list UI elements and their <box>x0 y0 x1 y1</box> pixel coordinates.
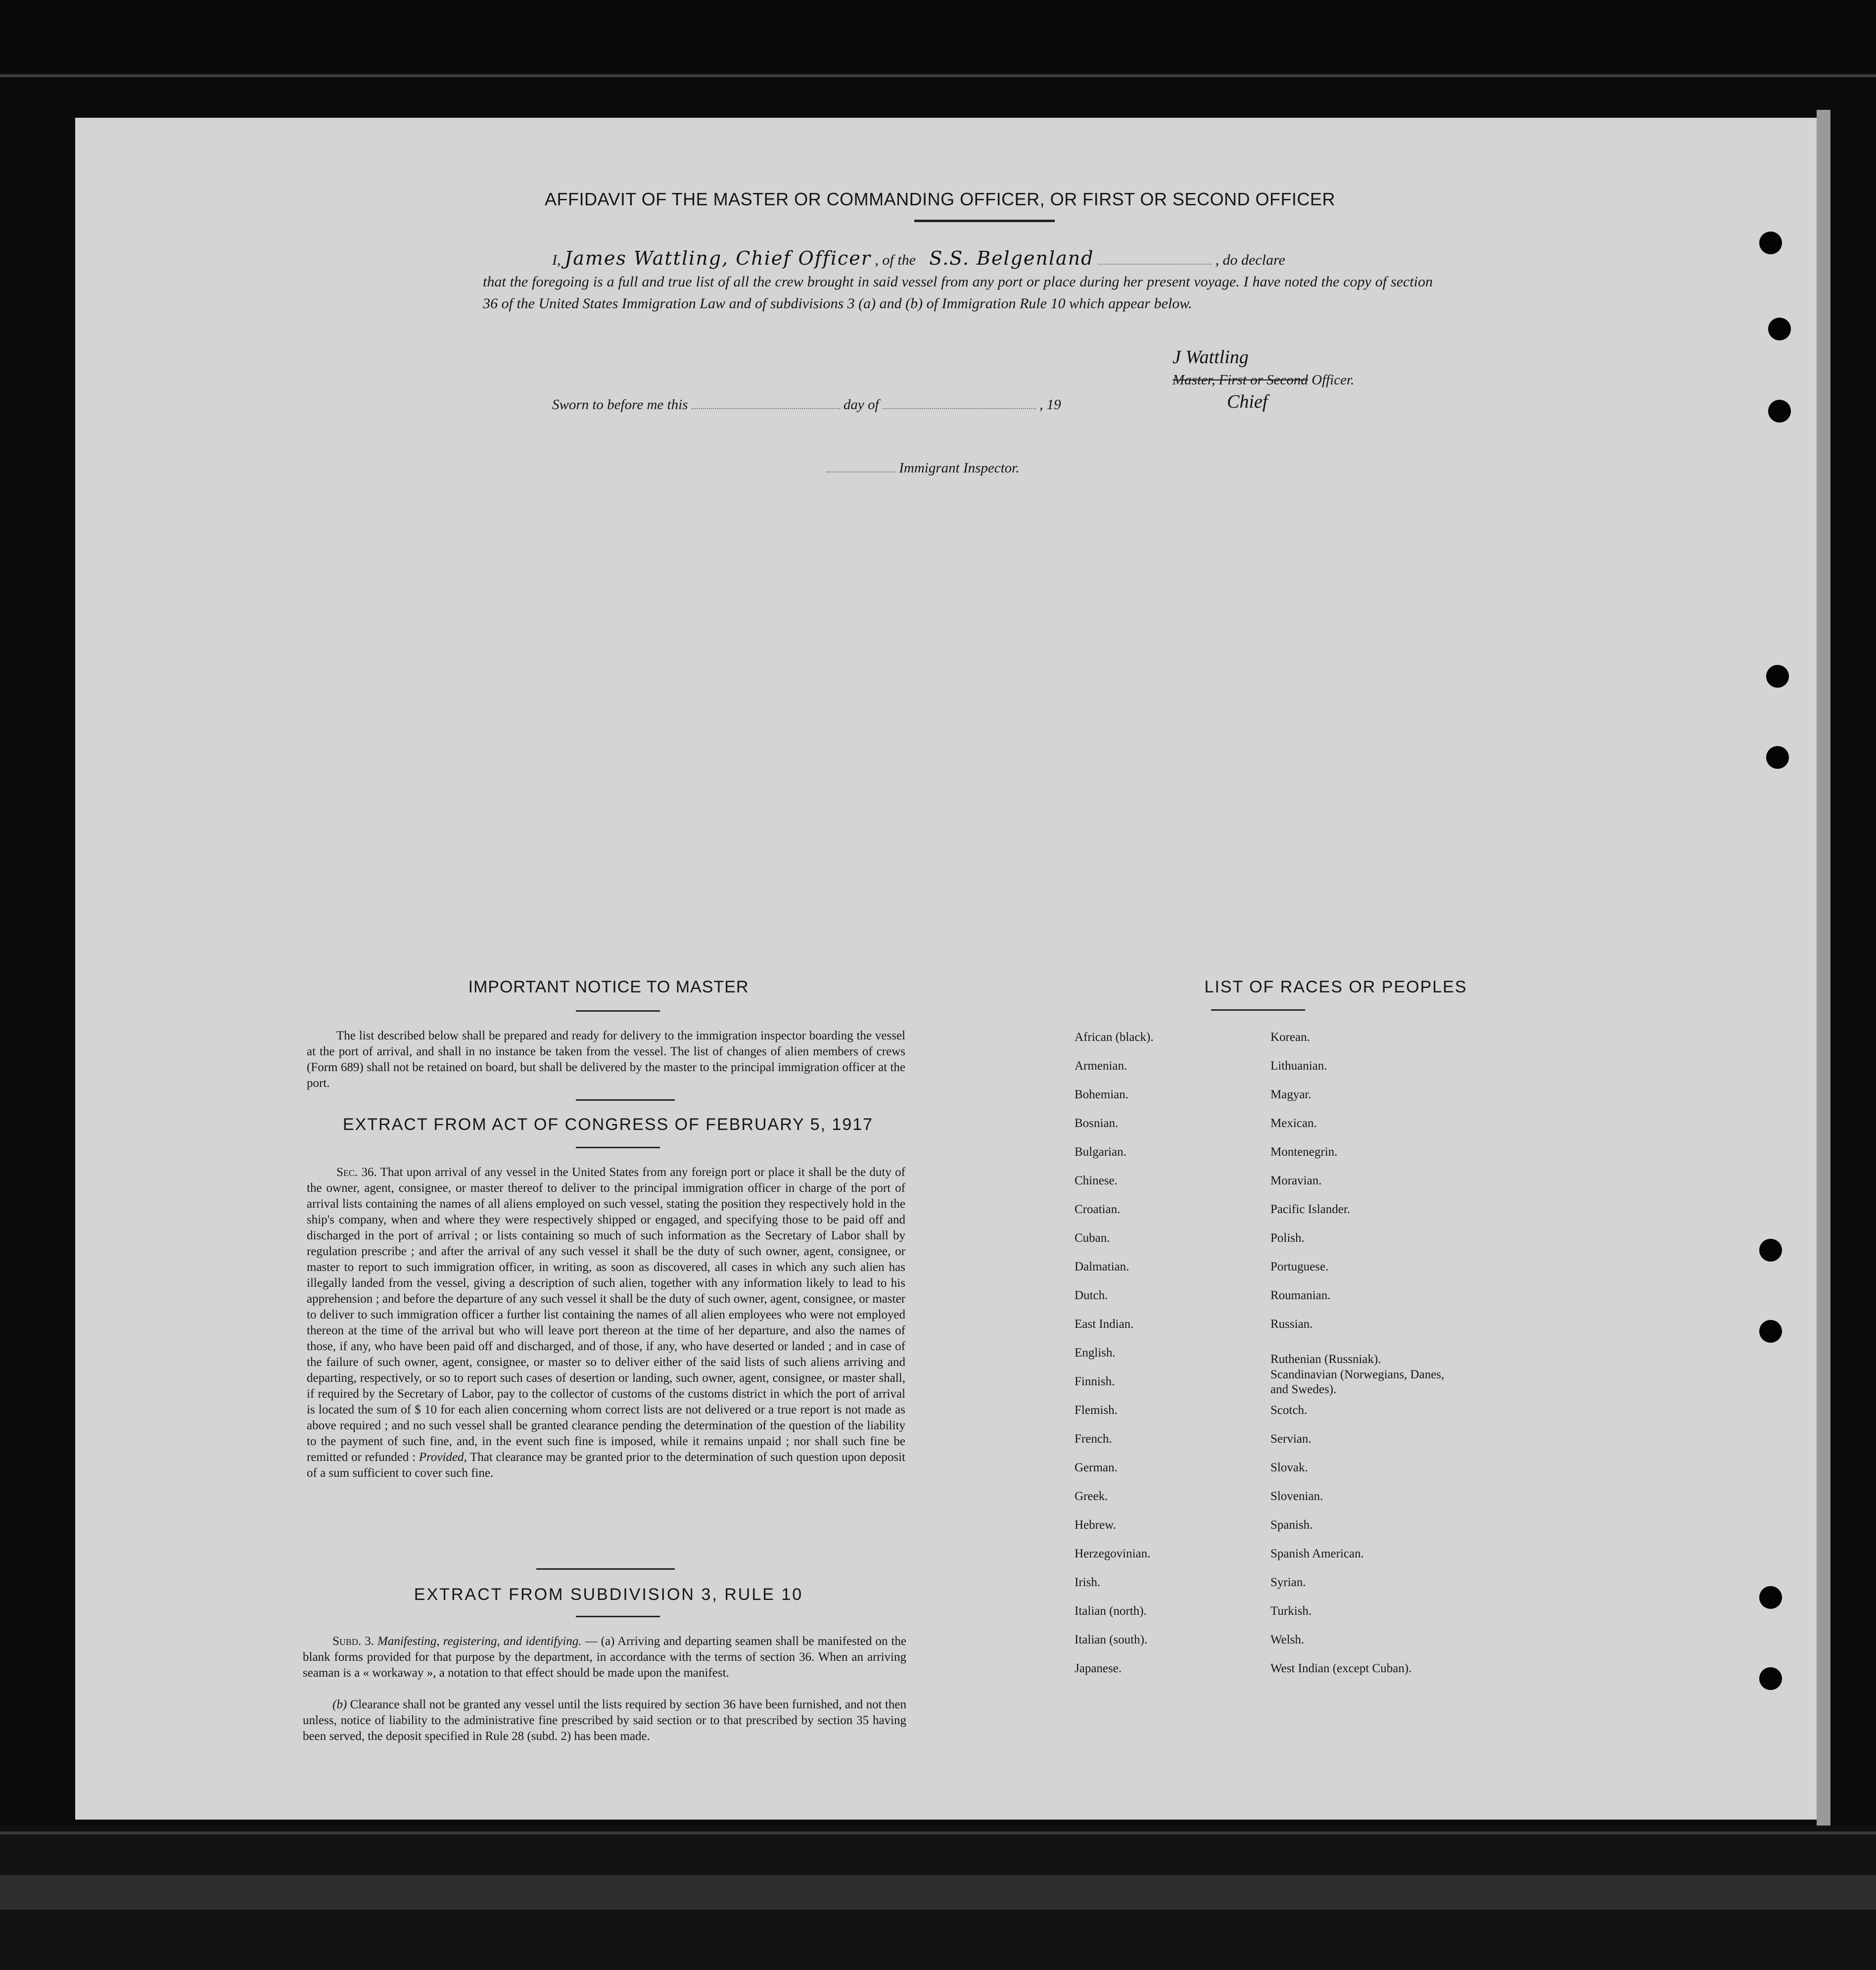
race-item: Bosnian. <box>1075 1117 1119 1130</box>
race-item: Welsh. <box>1270 1633 1305 1646</box>
sworn-prefix: Sworn to before me this <box>552 397 688 413</box>
subd-label: Subd. 3. <box>332 1635 374 1648</box>
subd-b-label: (b) <box>332 1698 347 1711</box>
race-item: French. <box>1075 1432 1112 1446</box>
act-title: EXTRACT FROM ACT OF CONGRESS OF FEBRUARY 5, 1917 <box>342 1115 874 1134</box>
race-item: Ruthenian (Russniak). <box>1270 1353 1381 1366</box>
year-label: , 19 <box>1039 397 1061 413</box>
section-rule <box>576 1616 660 1617</box>
race-item: Spanish American. <box>1270 1547 1364 1560</box>
race-item: English. <box>1075 1346 1116 1360</box>
affidavit-title: AFFIDAVIT OF THE MASTER OR COMMANDING OFFICER, OR FIRST OR SECOND OFFICER <box>545 189 1335 209</box>
race-item: Magyar. <box>1270 1088 1312 1101</box>
race-item: West Indian (except Cuban). <box>1270 1662 1412 1675</box>
race-item: Chinese. <box>1075 1174 1118 1187</box>
of-the-label: , of the <box>875 252 916 268</box>
notice-text: The list described below shall be prepared and ready for delivery to the immigration inspector boarding the vessel at the port of arrival, and shall in no instance be taken from the vessel. The list of changes of alien members of crews (Form 689) shall not be retained on board, but shall be delivered by the master to the principal immigration officer at the port. <box>307 1029 905 1090</box>
race-item: Polish. <box>1270 1231 1305 1245</box>
inspector-line <box>826 460 1020 476</box>
punch-hole <box>1759 1239 1782 1262</box>
day-of-label: day of <box>843 397 879 413</box>
race-item: Herzegovinian. <box>1075 1547 1151 1560</box>
race-item: Bulgarian. <box>1075 1145 1126 1159</box>
film-line <box>0 74 1876 77</box>
races-title: LIST OF RACES OR PEOPLES <box>1204 978 1467 996</box>
do-declare-label: , do declare <box>1215 252 1285 268</box>
sworn-line <box>552 397 1061 413</box>
affidavit-body: that the foregoing is a full and true list of all the crew brought in said vessel from any port or place during her present voyage. I have noted the copy of section 36 of the United States Immigration Law and of subdivisions 3 (a) and (b) of Immigration Rule 10 which appear below. <box>483 274 1433 312</box>
affidavit-text <box>483 247 1433 315</box>
race-item: Roumanian. <box>1270 1289 1331 1302</box>
act-text <box>307 1165 905 1481</box>
film-band <box>0 1875 1876 1910</box>
races-column-2 <box>1270 1023 1458 1683</box>
race-item: German. <box>1075 1461 1118 1474</box>
officer-line <box>1172 372 1354 388</box>
provided-label: Provided, <box>419 1451 467 1464</box>
races-column-1 <box>1075 1023 1253 1683</box>
officer-struck: Master, First or Second <box>1172 372 1308 388</box>
rule-text-a <box>303 1634 906 1681</box>
race-item: Croatian. <box>1075 1203 1121 1216</box>
race-item: Dutch. <box>1075 1289 1108 1302</box>
race-item: Scandinavian (Norwegians, Danes, and Swedes). <box>1270 1368 1445 1396</box>
race-item: Turkish. <box>1270 1604 1312 1618</box>
officer-suffix: Officer. <box>1312 372 1355 388</box>
race-item: Dalmatian. <box>1075 1260 1129 1273</box>
race-item: Montenegrin. <box>1270 1145 1338 1159</box>
race-item: Russian. <box>1270 1317 1313 1331</box>
section-rule <box>1211 1009 1305 1011</box>
race-item: Flemish. <box>1075 1404 1118 1417</box>
race-item: Bohemian. <box>1075 1088 1129 1101</box>
punch-hole <box>1759 1586 1782 1609</box>
fill-line <box>883 408 1036 409</box>
race-item: Greek. <box>1075 1490 1108 1503</box>
subd-heading: Manifesting, registering, and identifying. <box>377 1635 582 1648</box>
fill-line <box>826 471 895 472</box>
rule-title: EXTRACT FROM SUBDIVISION 3, RULE 10 <box>414 1585 803 1604</box>
race-item: African (black). <box>1075 1031 1154 1044</box>
punch-hole <box>1768 400 1791 422</box>
punch-hole <box>1759 1667 1782 1690</box>
race-item: Pacific Islander. <box>1270 1203 1351 1216</box>
document-sheet <box>75 118 1817 1820</box>
race-item: Syrian. <box>1270 1576 1306 1589</box>
handwritten-name: James Wattling, Chief Officer <box>564 247 871 269</box>
punch-hole <box>1766 665 1789 688</box>
race-item: Spanish. <box>1270 1518 1313 1532</box>
race-item: Slovenian. <box>1270 1490 1323 1503</box>
race-item: Slovak. <box>1270 1461 1308 1474</box>
notice-title: IMPORTANT NOTICE TO MASTER <box>468 978 749 996</box>
film-line <box>0 1831 1876 1834</box>
race-item: Servian. <box>1270 1432 1312 1446</box>
race-item: Armenian. <box>1075 1059 1127 1073</box>
punch-hole <box>1759 1320 1782 1343</box>
section-rule <box>576 1099 675 1101</box>
rule-text-b <box>303 1697 906 1744</box>
race-item: Japanese. <box>1075 1662 1122 1675</box>
race-item: Hebrew. <box>1075 1518 1116 1532</box>
inspector-label: Immigrant Inspector. <box>899 460 1020 476</box>
punch-hole <box>1768 318 1791 340</box>
section-rule <box>536 1568 675 1570</box>
sec-label: Sec. 36. <box>336 1166 377 1179</box>
race-item: Italian (north). <box>1075 1604 1147 1618</box>
race-item: Irish. <box>1075 1576 1101 1589</box>
race-item: Italian (south). <box>1075 1633 1148 1646</box>
act-body-end: That clearance may be granted prior to the determination of such question upon deposit of a sum sufficient to cover such fine. <box>307 1451 905 1480</box>
race-item: Moravian. <box>1270 1174 1322 1187</box>
race-item: Finnish. <box>1075 1375 1115 1388</box>
race-item: Portuguese. <box>1270 1260 1329 1273</box>
race-item: Scotch. <box>1270 1404 1308 1417</box>
race-item: Mexican. <box>1270 1117 1317 1130</box>
subd-b: Clearance shall not be granted any vessel until the lists required by section 36 have been furnished, and not then unless, notice of liability to the administrative fine prescribed by said section or to that prescribed by section 35 having been served, the deposit specified in Rule 28 (subd. 2) has been made. <box>303 1698 907 1743</box>
act-body: That upon arrival of any vessel in the United States from any foreign port or place it shall be the duty of the owner, agent, consignee, or master thereof to deliver to the principal immigration officer in charge of the port of arrival lists containing the names of all aliens employed on such vessel, stating the position they respectively hold in the ship's company, when and where they were respectively shipped or engaged, and specifying those to be paid off and discharged in the port of arrival ; or lists containing so much of such information as the Secretary of Labor shall by regulation prescribe ; and after the arrival of any such vessel it shall be the duty of such owner, agent, consignee, or master to report to such immigration officer, in writing, as soon as discovered, all cases in which any such alien has illegally landed from the vessel, giving a description of such alien, together with any information likely to lead to his apprehension ; and before the departure of any such vessel it shall be the duty of such owner, agent, consignee, or master to deliver to such immigration officer a further list containing the names of all alien employees who were not employed thereon at the time of the arrival but who will leave port thereon at the time of her departure, and also the names of those, if any, who have been paid off and discharged, and of those, if any, who have deserted or landed ; and in case of the failure of such owner, agent, consignee, or master so to deliver either of the said lists of such aliens arriving and departing, respectively, or so to report such cases of desertion or landing, such owner, agent, consignee, or master shall, if required by the Secretary of Labor, pay to the collector of customs of the customs district in which the port of arrival is located the sum of $ 10 for each alien concerning whom correct lists are not delivered or a true report is not made as above required ; and no such vessel shall be granted clearance pending the determination of the question of the liability to the payment of such fine, and, in the event such fine is imposed, while it remains unpaid ; nor shall such fine be remitted or refunded : <box>307 1166 905 1464</box>
fill-line <box>692 408 840 409</box>
section-rule <box>576 1010 660 1012</box>
subd-a: — (a) Arriving and departing seamen shall be manifested on the blank forms provided for that purpose by the department, in accordance with the terms of section 36. When an arriving seaman is a « workaway », a notation to that effect should be made upon the manifest. <box>303 1635 906 1680</box>
title-rule <box>914 220 1055 222</box>
sheet-edge <box>1817 110 1830 1827</box>
punch-hole <box>1766 746 1789 769</box>
affidavit-i: I, <box>552 252 561 268</box>
section-rule <box>576 1147 660 1148</box>
film-border-top <box>0 0 1876 74</box>
race-item: Korean. <box>1270 1031 1310 1044</box>
signature-title: Chief <box>1227 391 1268 412</box>
handwritten-vessel: S.S. Belgenland <box>929 247 1094 269</box>
punch-hole <box>1759 232 1782 254</box>
race-item: Cuban. <box>1075 1231 1110 1245</box>
race-item: Lithuanian. <box>1270 1059 1327 1073</box>
race-item: East Indian. <box>1075 1317 1134 1331</box>
fill-line <box>1098 264 1212 265</box>
signature: J Wattling <box>1172 347 1249 368</box>
